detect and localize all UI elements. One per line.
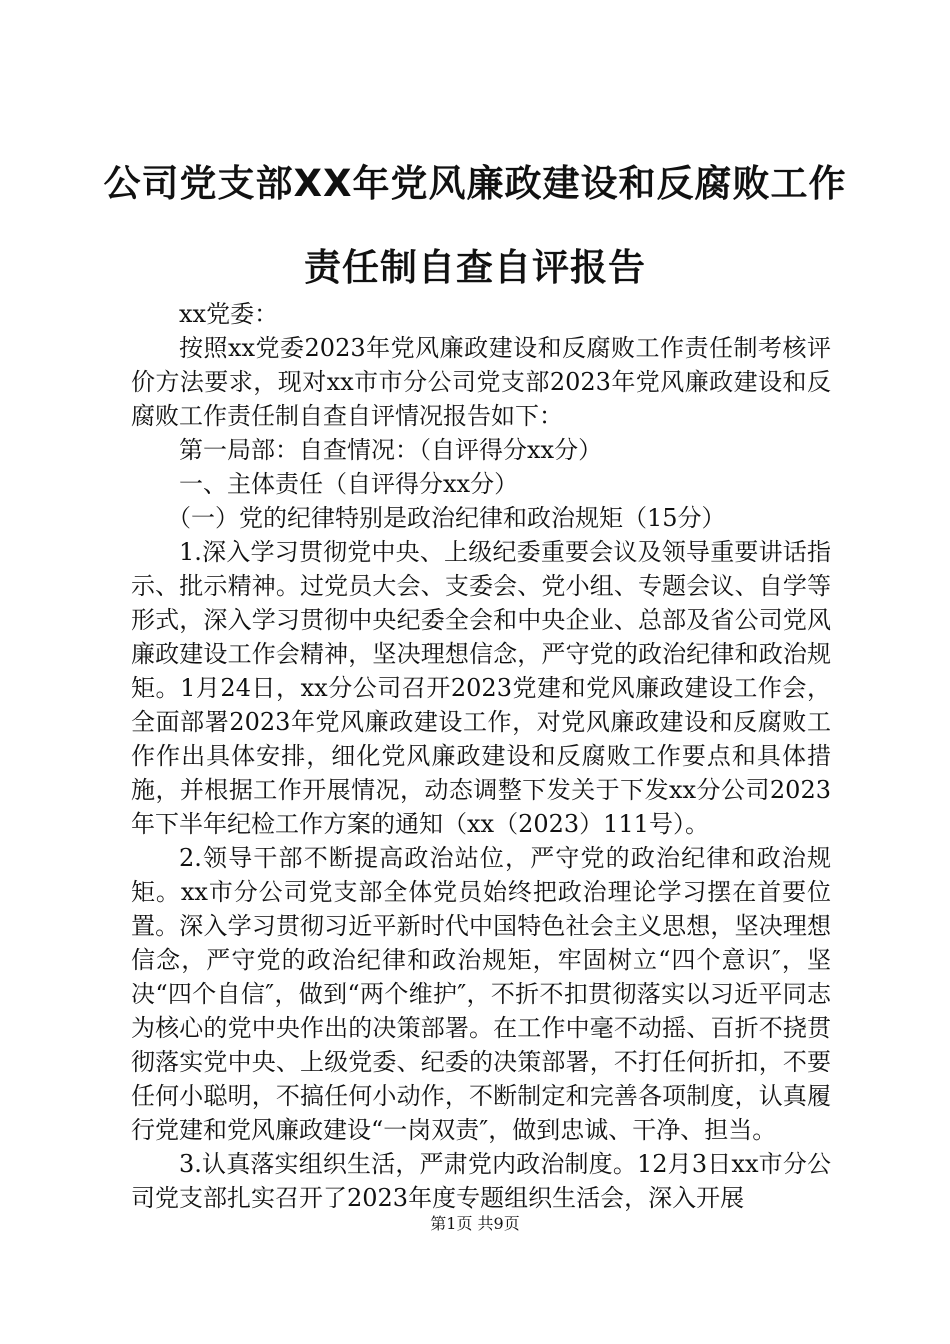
item-heading: （一）党的纪律特别是政治纪律和政治规矩（15分） — [167, 504, 726, 532]
page-footer: 第1页 共9页 — [430, 1214, 520, 1233]
document-body — [131, 297, 831, 1215]
salutation: xx党委： — [179, 300, 279, 328]
body-paragraph-1: 1.深入学习贯彻党中央、上级纪委重要会议及领导重要讲话指示、批示精神。过党员大会、支委会、党小组、专题会议、自学等形式，深入学习贯彻中央纪委全会和中央企业、总部及省公司党风廉政建设工作会精神，坚决理想信念，严守党的政治纪律和政治规矩。1月24日，xx分公司召开2023党建和党风廉政建设工作会，全面部署2023年党风廉政建设工作，对党风廉政建设和反腐败工作作出具体安排，细化党风廉政建设和反腐败工作要点和具体措施，并根据工作开展情况，动态调整下发关于下发xx分公司2023年下半年纪检工作方案的通知（xx（2023）111号）。 — [131, 538, 831, 838]
body-paragraph-2: 2.领导干部不断提高政治站位，严守党的政治纪律和政治规矩。xx市分公司党支部全体党员始终把政治理论学习摆在首要位置。深入学习贯彻习近平新时代中国特色社会主义思想，坚决理想信念，严守党的政治纪律和政治规矩，牢固树立“四个意识″，坚决“四个自信″，做到“两个维护″，不折不扣贯彻落实以习近平同志为核心的党中央作出的决策部署。在工作中毫不动摇、百折不挠贯彻落实党中央、上级党委、纪委的决策部署，不打任何折扣，不要任何小聪明，不搞任何小动作，不断制定和完善各项制度，认真履行党建和党风廉政建设“一岗双责″，做到忠诚、干净、担当。 — [131, 844, 831, 1144]
document-title-line-1: 公司党支部XX年党风廉政建设和反腐败工作 — [103, 162, 847, 205]
body-paragraph-3: 3.认真落实组织生活，严肃党内政治制度。12月3日xx市分公司党支部扎实召开了2023年度专题组织生活会，深入开展 — [131, 1150, 831, 1212]
subsection-heading: 一、主体责任（自评得分xx分） — [179, 470, 519, 498]
intro-paragraph: 按照xx党委2023年党风廉政建设和反腐败工作责任制考核评价方法要求，现对xx市市分公司党支部2023年党风廉政建设和反腐败工作责任制自查自评情况报告如下： — [131, 334, 831, 430]
document-title-line-2: 责任制自查自评报告 — [304, 246, 646, 289]
section-heading: 第一局部：自查情况：（自评得分xx分） — [179, 436, 603, 464]
